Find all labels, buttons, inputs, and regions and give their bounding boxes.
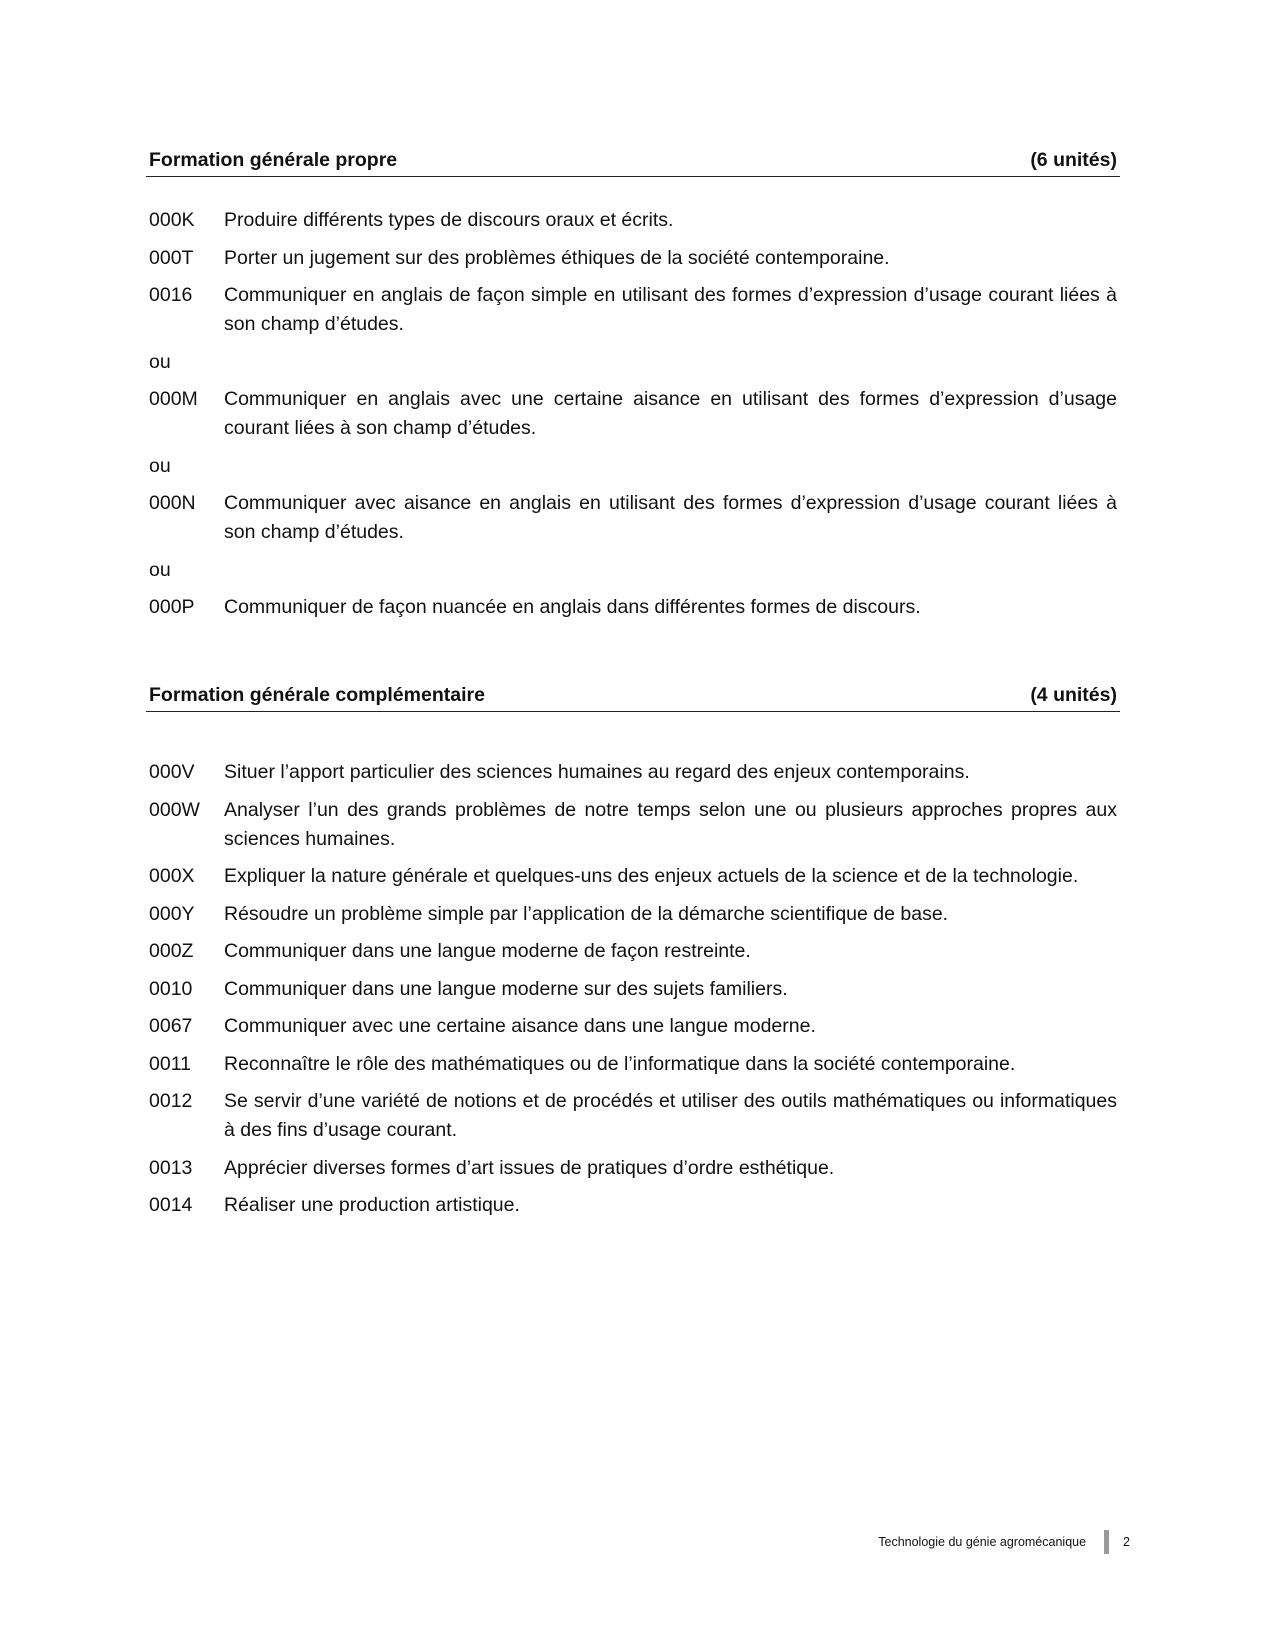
competency-code: 000N	[149, 492, 196, 514]
competency-item	[149, 489, 1120, 547]
competency-code: 000V	[149, 761, 195, 783]
footer-title: Technologie du génie agromécanique	[878, 1535, 1087, 1549]
page-footer	[0, 1530, 1130, 1554]
competency-item	[149, 1087, 1120, 1145]
competency-item	[149, 1191, 1120, 1220]
section-title: Formation générale complémentaire	[149, 684, 485, 706]
competency-item	[149, 1154, 1120, 1183]
competency-code: 0067	[149, 1015, 193, 1037]
competency-code: 000T	[149, 246, 194, 269]
competency-code: 0013	[149, 1156, 193, 1179]
competency-item	[149, 244, 1120, 273]
section-heading	[146, 148, 1120, 177]
competency-code: 000K	[149, 209, 195, 231]
competency-description: Communiquer dans une langue moderne sur des sujets familiers.	[224, 977, 788, 1000]
competency-description: Communiquer avec une certaine aisance dans une langue moderne.	[224, 1015, 816, 1037]
competency-description: Réaliser une production artistique.	[224, 1194, 520, 1216]
competency-code: 000Y	[149, 902, 195, 925]
competency-description: Situer l’apport particulier des sciences humaines au regard des enjeux contemporains.	[224, 761, 970, 783]
competency-description: Produire différents types de discours oraux et écrits.	[224, 209, 674, 231]
footer-divider	[1104, 1530, 1109, 1554]
competency-item	[149, 796, 1120, 854]
section-units: (6 unités)	[1030, 149, 1117, 171]
competency-description: Expliquer la nature générale et quelques-uns des enjeux actuels de la science et de la technologie.	[224, 865, 1079, 887]
competency-item	[149, 281, 1120, 339]
section-formation-generale-complementaire	[146, 683, 1120, 1229]
competency-code: 000X	[149, 865, 195, 887]
competency-description: Communiquer en anglais de façon simple en utilisant des formes d’expression d’usage courant liées à son champ d’études.	[224, 284, 1117, 335]
competency-description: Résoudre un problème simple par l’application de la démarche scientifique de base.	[224, 902, 949, 925]
competency-code: 0014	[149, 1194, 193, 1216]
competency-description: Apprécier diverses formes d’art issues de pratiques d’ordre esthétique.	[224, 1156, 835, 1179]
competency-code: 000M	[149, 388, 198, 410]
competency-item	[149, 1050, 1120, 1079]
competency-description: Communiquer avec aisance en anglais en utilisant des formes d’expression d’usage courant liées à son champ d’études.	[224, 492, 1117, 543]
competency-item	[149, 900, 1120, 929]
alternative-separator: ou	[149, 350, 171, 373]
section-formation-generale-propre	[146, 148, 1120, 631]
competency-code: 0012	[149, 1090, 193, 1112]
alternative-separator: ou	[149, 454, 171, 477]
competency-code: 000P	[149, 596, 195, 618]
competency-item	[149, 937, 1120, 966]
alternative-separator: ou	[149, 558, 171, 581]
competency-item	[149, 385, 1120, 443]
competency-description: Communiquer dans une langue moderne de façon restreinte.	[224, 940, 751, 962]
section-heading	[146, 683, 1120, 712]
competency-list	[146, 758, 1120, 1220]
competency-item	[149, 975, 1120, 1004]
competency-item	[149, 593, 1120, 622]
competency-code: 0010	[149, 977, 193, 1000]
competency-code: 000W	[149, 798, 200, 821]
competency-description: Communiquer de façon nuancée en anglais dans différentes formes de discours.	[224, 596, 921, 618]
competency-code: 0011	[149, 1052, 191, 1075]
competency-description: Reconnaître le rôle des mathématiques ou de l’informatique dans la société contemporaine.	[224, 1052, 1016, 1075]
competency-item	[149, 206, 1120, 235]
competency-code: 000Z	[149, 940, 194, 962]
competency-code: 0016	[149, 284, 193, 306]
section-title: Formation générale propre	[149, 149, 398, 171]
page-number: 2	[1123, 1535, 1130, 1549]
competency-description: Analyser l’un des grands problèmes de notre temps selon une ou plusieurs approches propres aux sciences humaines.	[224, 798, 1117, 850]
competency-description: Porter un jugement sur des problèmes éthiques de la société contemporaine.	[224, 246, 890, 269]
competency-item	[149, 1012, 1120, 1041]
section-units: (4 unités)	[1030, 684, 1117, 706]
competency-item	[149, 862, 1120, 891]
competency-item	[149, 758, 1120, 787]
competency-description: Communiquer en anglais avec une certaine aisance en utilisant des formes d’expression d’usage courant liées à son champ d’études.	[224, 388, 1117, 439]
competency-list	[146, 206, 1120, 622]
competency-description: Se servir d’une variété de notions et de procédés et utiliser des outils mathématiques ou informatiques à des fins d’usage courant.	[224, 1090, 1117, 1141]
